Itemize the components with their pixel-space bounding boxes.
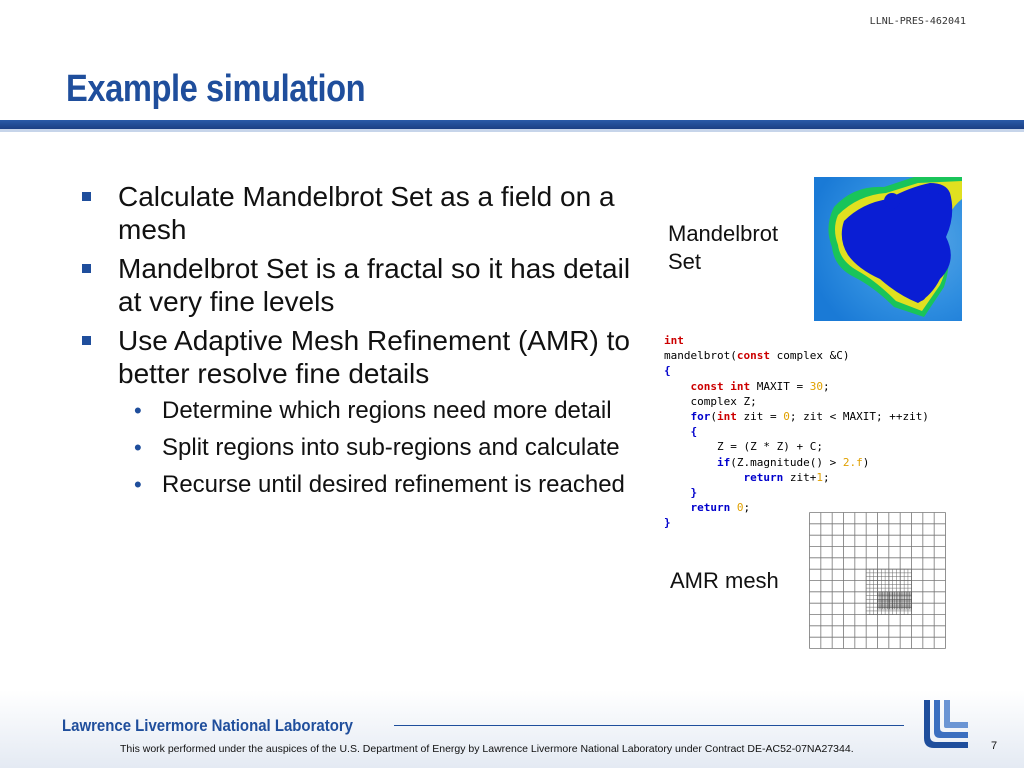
code-line: if(Z.magnitude() > 2.f) [716,455,870,469]
amr-mesh-image [809,512,946,649]
mandelbrot-label: Mandelbrot Set [668,221,779,274]
dot-bullet-icon: • [134,398,142,423]
amr-mesh-label: AMR mesh [670,568,779,593]
bullet-text: Use Adaptive Mesh Refinement (AMR) to better resolve fine details [118,325,630,389]
code-line: complex Z; [664,394,757,408]
sub-bullet-text: Determine which regions need more detail [162,397,612,424]
code-line: mandelbrot(const complex &C) [664,349,850,363]
bullet-list [80,180,640,507]
code-line: { [664,364,671,378]
title-divider [0,120,1024,129]
bullet-item [80,180,640,246]
bullet-text: Calculate Mandelbrot Set as a field on a mesh [118,181,615,245]
disclaimer: This work performed under the auspices of the U.S. Department of Energy by Lawrence Livermore National Laboratory under Contract DE-AC52-07NA27344. [120,743,854,755]
code-line: return 0; [690,501,751,515]
page-number: 7 [991,740,998,752]
lab-name: Lawrence Livermore National Laboratory [62,716,353,735]
bullet-item [80,252,640,318]
sub-bullet-item [80,433,642,462]
code-line: int [664,334,684,347]
code-line: return zit+1; [743,470,830,484]
sub-bullet-text: Split regions into sub-regions and calculate [162,434,620,461]
sub-bullet-item [80,470,642,499]
code-line: const int MAXIT = 30; [690,379,830,393]
code-line: for(int zit = 0; zit < MAXIT; ++zit) [690,410,929,424]
square-bullet-icon [82,192,91,201]
footer-divider [394,725,904,726]
square-bullet-icon [82,264,91,273]
bullet-item [80,324,640,390]
page-title: Example simulation [66,68,366,110]
code-line: } [690,486,698,500]
square-bullet-icon [82,336,91,345]
llnl-logo-icon [918,698,974,754]
code-line: { [690,425,698,439]
dot-bullet-icon: • [134,435,142,460]
code-snippet [664,333,929,531]
slide-id: LLNL-PRES-462041 [869,16,966,27]
code-line: } [664,516,671,530]
bullet-text: Mandelbrot Set is a fractal so it has detail at very fine levels [118,253,631,317]
mandelbrot-image [814,177,962,321]
sub-bullet-text: Recurse until desired refinement is reached [162,471,625,498]
dot-bullet-icon: • [134,472,142,497]
code-line: Z = (Z * Z) + C; [664,440,823,454]
sub-bullet-item [80,396,642,425]
